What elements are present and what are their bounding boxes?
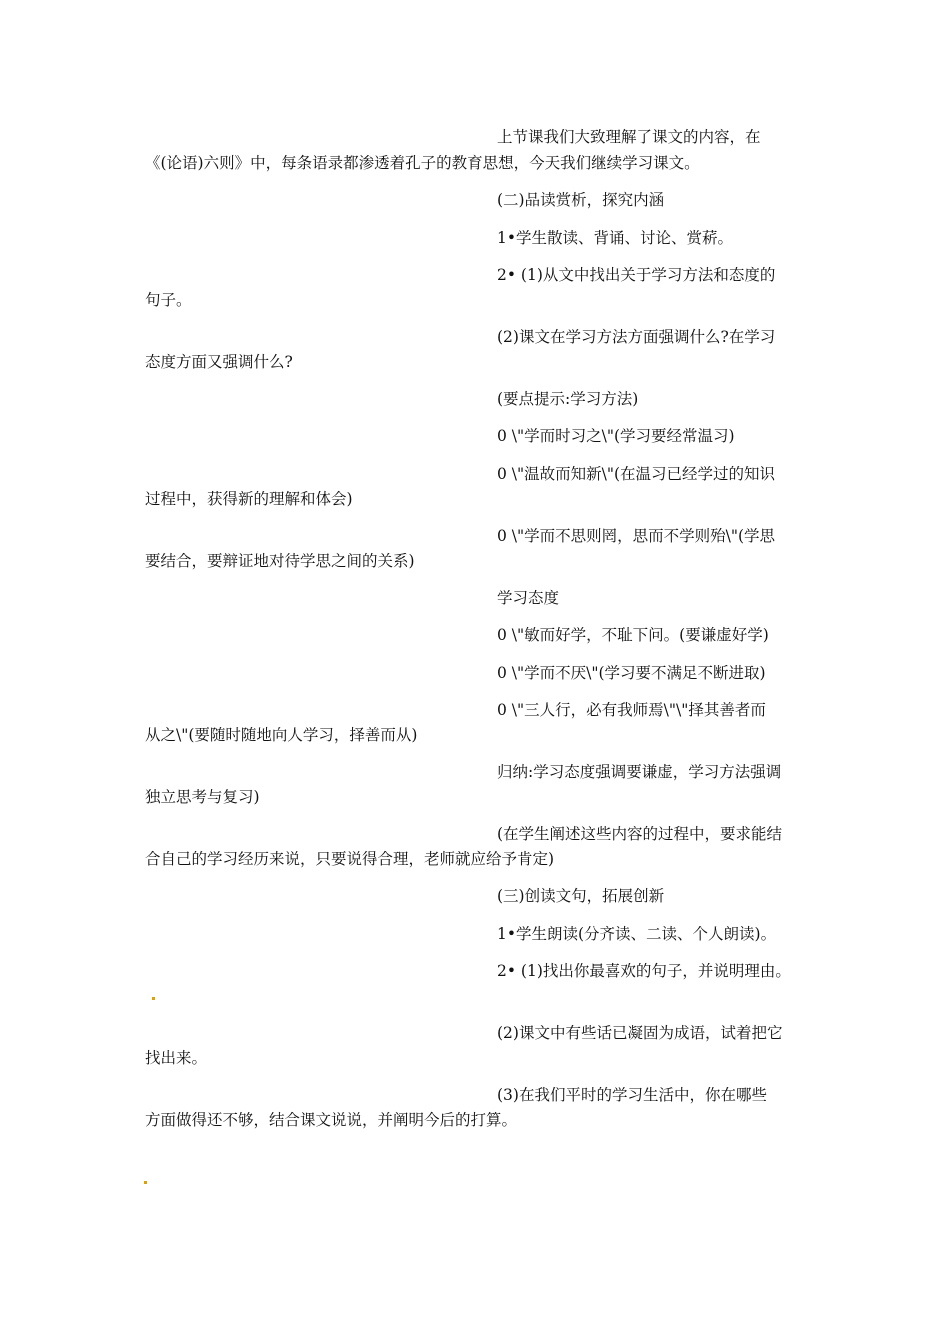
p13-line2: 从之\"(要随时随地向人学习，择善而从) xyxy=(145,726,418,744)
yellow-mark-1 xyxy=(152,997,155,1000)
p17-line1: 1•学生朗读(分齐读、二读、个人朗读)。 xyxy=(497,925,777,943)
p20-line2: 方面做得还不够，结合课文说说，并阐明今后的打算。 xyxy=(145,1111,518,1129)
p11-line1: 0 \"敏而好学，不耻下问。(要谦虚好学) xyxy=(497,626,769,644)
p4-line2: 句子。 xyxy=(145,291,192,309)
p10-line1: 学习态度 xyxy=(497,589,560,607)
p19-line1: (2)课文中有些话已凝固为成语，试着把它 xyxy=(497,1024,783,1042)
p8-line2: 过程中，获得新的理解和体会) xyxy=(145,490,353,508)
p5-line2: 态度方面又强调什么? xyxy=(145,353,293,371)
p3-line1: 1•学生散读、背诵、讨论、赏菥。 xyxy=(497,229,734,247)
p14-line2: 独立思考与复习) xyxy=(145,788,260,806)
p6-line1: (要点提示:学习方法) xyxy=(497,390,639,408)
p18-line1: 2• (1)找出你最喜欢的句子，并说明理由。 xyxy=(497,962,791,980)
p7-line1: 0 \"学而时习之\"(学习要经常温习) xyxy=(497,427,735,445)
p9-line2: 要结合，要辩证地对待学思之间的关系) xyxy=(145,552,415,570)
yellow-mark-2 xyxy=(144,1181,147,1184)
p8-line1: 0 \"温故而知新\"(在温习已经学过的知识 xyxy=(497,465,776,483)
p9-line1: 0 \"学而不思则罔，思而不学则殆\"(学思 xyxy=(497,527,776,545)
p12-line1: 0 \"学而不厌\"(学习要不满足不断进取) xyxy=(497,664,766,682)
p16-line1: (三)创读文句，拓展创新 xyxy=(497,887,665,905)
p5-line1: (2)课文在学习方法方面强调什么?在学习 xyxy=(497,328,776,346)
p14-line1: 归纳:学习态度强调要谦虚，学习方法强调 xyxy=(497,763,782,781)
p15-line2: 合自己的学习经历来说，只要说得合理，老师就应给予肯定) xyxy=(145,850,555,868)
p15-line1: (在学生阐述这些内容的过程中，要求能结 xyxy=(497,825,783,843)
p13-line1: 0 \"三人行，必有我师焉\"\"择其善者而 xyxy=(497,701,766,719)
p20-line1: (3)在我们平时的学习生活中，你在哪些 xyxy=(497,1086,767,1104)
p1-line2: 《(论语)六则》中，每条语录都渗透着孔子的教育思想，今天我们继续学习课文。 xyxy=(145,154,700,172)
p1-line1: 上节课我们大致理解了课文的内容，在 xyxy=(497,128,761,146)
p4-line1: 2• (1)从文中找出关于学习方法和态度的 xyxy=(497,266,776,284)
p19-line2: 找出来。 xyxy=(145,1049,208,1067)
p2-line1: (二)品读赏析，探究内涵 xyxy=(497,191,665,209)
